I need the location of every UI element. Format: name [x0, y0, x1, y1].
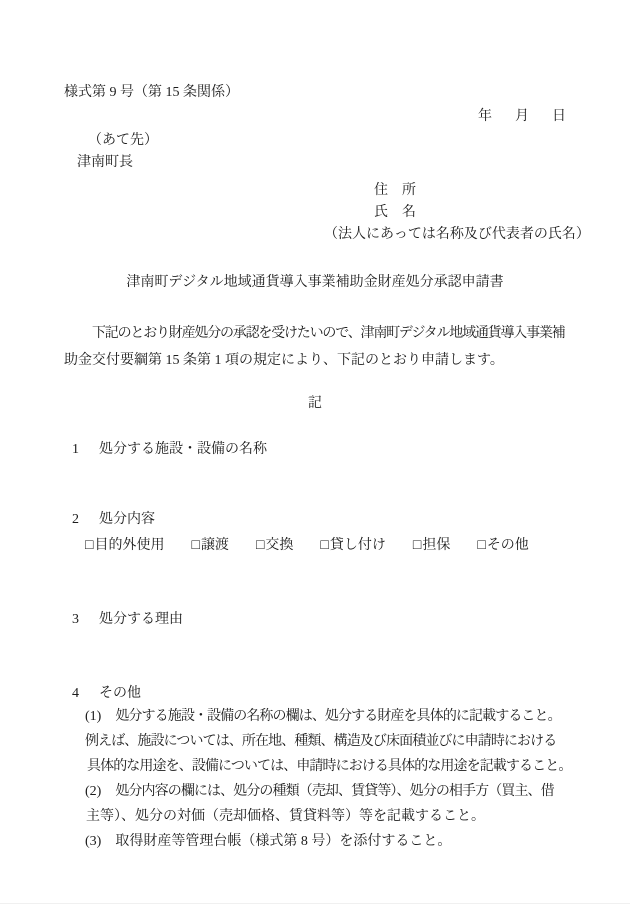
name-label: 氏 名: [374, 205, 416, 220]
note-3-text: 取得財産等管理台帳（様式第 8 号）を添付すること。: [115, 834, 452, 849]
note-2-number: (2): [85, 784, 102, 799]
section-1-number: 1: [72, 442, 79, 457]
disposal-option-other[interactable]: [477, 536, 528, 555]
disposal-options-row: [85, 536, 529, 555]
checkbox-icon: □: [477, 538, 486, 553]
checkbox-icon: □: [191, 538, 200, 553]
disposal-option-label: 交換: [265, 538, 294, 553]
record-marker: 記: [308, 396, 322, 411]
note-2-text: 処分内容の欄には、処分の種類（売却、賃貸等）、処分の相手方（買主、借: [115, 784, 554, 799]
section-2-heading: [72, 510, 155, 529]
section-4-number: 4: [72, 686, 79, 701]
disposal-option-label: 担保: [422, 538, 451, 553]
disposal-option-misuse[interactable]: [85, 536, 164, 555]
section-1-heading: [72, 440, 267, 459]
note-1-line-2: 例えば、施設については、所在地、種類、構造及び床面積並びに申請時における: [85, 734, 557, 749]
section-1-title: 処分する施設・設備の名称: [99, 442, 267, 457]
disposal-option-exchange[interactable]: [256, 536, 293, 555]
day-label: 日: [552, 109, 566, 124]
note-2-line-1: [85, 782, 554, 801]
section-3-heading: [72, 610, 183, 629]
note-3-number: (3): [85, 834, 102, 849]
checkbox-icon: □: [85, 538, 94, 553]
checkbox-icon: □: [255, 538, 265, 553]
section-2-title: 処分内容: [99, 512, 155, 527]
corporate-name-note: （法人にあっては名称及び代表者の氏名）: [324, 227, 590, 242]
section-3-number: 3: [72, 612, 79, 627]
form-number: 様式第 9 号（第 15 条関係）: [64, 85, 239, 100]
disposal-option-label: 譲渡: [200, 538, 229, 553]
month-label: 月: [515, 109, 529, 124]
note-2-line-2: 主等）、処分の対価（売却価格、賃貸料等）等を記載すること。: [86, 809, 485, 824]
note-1-line-3: 具体的な用途を、設備については、申請時における具体的な用途を記載すること。: [87, 759, 572, 774]
disposal-option-label: 貸し付け: [329, 538, 386, 553]
addressee-name: 津南町長: [77, 155, 133, 170]
section-2-number: 2: [72, 512, 79, 527]
checkbox-icon: □: [412, 538, 422, 553]
disposal-option-lease[interactable]: [320, 536, 385, 555]
section-4-heading: [72, 684, 141, 703]
year-label: 年: [478, 109, 492, 124]
section-4-title: その他: [99, 686, 141, 701]
body-paragraph-line-2: 助金交付要綱第 15 条第 1 項の規定により、下記のとおり申請します。: [64, 353, 504, 368]
note-1-text: 処分する施設・設備の名称の欄は、処分する財産を具体的に記載すること。: [115, 709, 561, 724]
section-3-title: 処分する理由: [99, 612, 183, 627]
addressee-label: （あて先）: [88, 133, 158, 148]
disposal-option-label: 目的外使用: [94, 538, 165, 553]
document-title: 津南町デジタル地域通貨導入事業補助金財産処分承認申請書: [126, 275, 504, 290]
disposal-option-label: その他: [486, 538, 529, 553]
body-paragraph-line-1: 下記のとおり財産処分の承認を受けたいので、津南町デジタル地域通貨導入事業補: [92, 326, 565, 341]
checkbox-icon: □: [320, 538, 329, 553]
note-3-line-1: [85, 832, 451, 851]
note-1-number: (1): [85, 709, 102, 724]
date-line: [478, 107, 566, 126]
address-label: 住 所: [374, 183, 416, 198]
disposal-option-transfer[interactable]: [191, 536, 228, 555]
disposal-option-collateral[interactable]: [413, 536, 450, 555]
note-1-line-1: [85, 707, 561, 726]
